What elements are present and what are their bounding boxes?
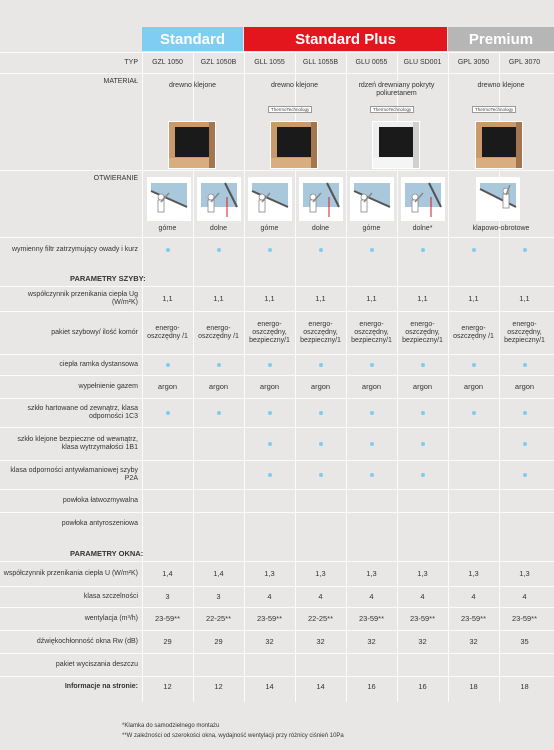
cell-dzwiek: 29 — [214, 636, 223, 646]
row-uw — [0, 561, 554, 585]
row-gaz — [0, 375, 554, 397]
cell-filtr — [244, 238, 295, 261]
column-header-model: GLU 0055 — [355, 58, 388, 66]
cell-uw: 1,3 — [417, 568, 428, 578]
header-standard: Standard — [142, 27, 243, 51]
cell-filtr — [193, 238, 244, 261]
cell-ramka — [448, 355, 499, 374]
row-klejone — [0, 427, 554, 459]
label-pakiet_deszcz: pakiet wyciszania deszczu — [55, 660, 138, 668]
cell-szczelnosc: 4 — [471, 591, 476, 601]
thermo-technology-logo-glu: ThermoTechnology — [370, 106, 414, 113]
label-dzwiek: dźwiękochłonność okna Rw (dB) — [36, 637, 138, 645]
checkmark-dot-icon — [421, 442, 425, 446]
cell-antyrosz — [193, 513, 244, 534]
opening-type-label: dolne — [209, 225, 228, 232]
label-hartowane: szkło hartowane od zewnątrz, klasa odporności 1C3 — [27, 404, 138, 420]
opening-type-label: górne — [362, 225, 381, 232]
footnote-2: **W zależności od szerokości okna, wydajność wentylacji przy różnicy ciśnień 10Pa — [122, 733, 344, 739]
checkmark-dot-icon — [166, 248, 170, 252]
cell-szczelnosc: 4 — [420, 591, 425, 601]
checkmark-dot-icon — [523, 411, 527, 415]
cell-dzwiek: 32 — [316, 636, 325, 646]
label-p2a: klasa odporności antywłamaniowej szyby P2A — [10, 466, 138, 482]
cell-pakiet: energo-oszczędny, bezpieczny/1 — [504, 320, 545, 344]
cell-info: 18 — [469, 681, 478, 691]
cell-ug: 1,1 — [213, 293, 224, 303]
cell-gaz: argon — [157, 381, 178, 391]
cell-uw: 1,3 — [468, 568, 479, 578]
thermo-technology-logo-premium: ThermoTechnology — [472, 106, 516, 113]
pivot-opening-icon — [476, 177, 520, 221]
cell-dzwiek: 35 — [520, 636, 529, 646]
checkmark-dot-icon — [319, 442, 323, 446]
cell-dzwiek: 32 — [367, 636, 376, 646]
cell-szczelnosc: 4 — [267, 591, 272, 601]
cell-klejone — [346, 428, 397, 459]
cell-wentylacja: 23-59** — [511, 613, 538, 623]
row-pakiet_deszcz — [0, 653, 554, 675]
cell-pakiet_deszcz — [295, 654, 346, 675]
cell-pakiet: energo-oszczędny, bezpieczny/1 — [402, 320, 443, 344]
cell-hartowane — [244, 399, 295, 426]
cell-p2a — [142, 461, 193, 488]
cell-klejone — [499, 428, 550, 459]
cell-ug: 1,1 — [162, 293, 173, 303]
label-gaz: wypełnienie gazem — [78, 382, 138, 390]
row-p2a — [0, 460, 554, 488]
bottom-handle-opening-icon — [299, 177, 343, 221]
cell-hartowane — [346, 399, 397, 426]
opening-type-label: klapowo-obrotowe — [472, 225, 530, 232]
cell-ramka — [499, 355, 550, 374]
cell-info: 18 — [520, 681, 529, 691]
row-filtr — [0, 237, 554, 261]
top-handle-opening-icon — [248, 177, 292, 221]
cell-gaz: argon — [208, 381, 229, 391]
section-title-glass-parameters: PARAMETRY SZYBY: — [70, 274, 146, 283]
top-handle-opening-icon — [147, 177, 191, 221]
checkmark-dot-icon — [523, 442, 527, 446]
checkmark-dot-icon — [421, 473, 425, 477]
cell-pakiet_deszcz — [142, 654, 193, 675]
cell-ramka — [397, 355, 448, 374]
cell-antyrosz — [448, 513, 499, 534]
label-szczelnosc: klasa szczelności — [83, 592, 138, 600]
checkmark-dot-icon — [472, 411, 476, 415]
section-title-window-parameters: PARAMETRY OKNA: — [70, 549, 144, 558]
label-klejone: szkło klejone bezpieczne od wewnątrz, klasa wytrzymałości 1B1 — [17, 435, 138, 451]
checkmark-dot-icon — [472, 363, 476, 367]
header-premium: Premium — [448, 27, 554, 51]
column-header-model: GZL 1050B — [200, 58, 237, 66]
cell-ramka — [193, 355, 244, 374]
column-header-model: GLL 1055B — [302, 58, 339, 66]
cell-hartowane — [142, 399, 193, 426]
checkmark-dot-icon — [421, 248, 425, 252]
cell-hartowane — [448, 399, 499, 426]
cell-klejone — [295, 428, 346, 459]
cell-ramka — [244, 355, 295, 374]
cell-wentylacja: 23-59** — [154, 613, 181, 623]
bottom-handle-opening-icon — [197, 177, 241, 221]
cell-filtr — [142, 238, 193, 261]
cell-zmywalna — [193, 490, 244, 511]
checkmark-dot-icon — [421, 411, 425, 415]
cell-klejone — [244, 428, 295, 459]
top-handle-opening-icon — [350, 177, 394, 221]
cell-uw: 1,3 — [264, 568, 275, 578]
cell-pakiet: energo-oszczędny /1 — [147, 324, 188, 340]
cell-ramka — [295, 355, 346, 374]
cell-dzwiek: 29 — [163, 636, 172, 646]
cell-uw: 1,3 — [315, 568, 326, 578]
cell-hartowane — [295, 399, 346, 426]
label-otwieranie: OTWIERANIE — [93, 175, 138, 182]
column-header-model: GPL 3070 — [508, 58, 541, 66]
checkmark-dot-icon — [370, 248, 374, 252]
header-standard-plus: Standard Plus — [244, 27, 447, 51]
cell-zmywalna — [142, 490, 193, 511]
checkmark-dot-icon — [268, 363, 272, 367]
cell-filtr — [448, 238, 499, 261]
cell-info: 16 — [367, 681, 376, 691]
cell-pakiet_deszcz — [193, 654, 244, 675]
checkmark-dot-icon — [319, 473, 323, 477]
window-image-gll — [270, 121, 318, 169]
row-ug — [0, 286, 554, 310]
cell-zmywalna — [448, 490, 499, 511]
cell-gaz: argon — [310, 381, 331, 391]
checkmark-dot-icon — [166, 363, 170, 367]
cell-dzwiek: 32 — [469, 636, 478, 646]
cell-pakiet: energo-oszczędny /1 — [198, 324, 239, 340]
label-ug: współczynnik przenikania ciepła Ug (W/m²K) — [27, 290, 138, 306]
cell-ramka — [142, 355, 193, 374]
cell-uw: 1,4 — [162, 568, 173, 578]
checkmark-dot-icon — [319, 248, 323, 252]
label-antyrosz: powłoka antyroszeniowa — [61, 519, 138, 527]
opening-type-label: górne — [260, 225, 279, 232]
cell-wentylacja: 23-59** — [460, 613, 487, 623]
cell-hartowane — [499, 399, 550, 426]
row-typ — [0, 52, 554, 72]
cell-ug: 1,1 — [366, 293, 377, 303]
checkmark-dot-icon — [421, 363, 425, 367]
cell-hartowane — [193, 399, 244, 426]
thermo-technology-logo-gll: ThermoTechnology — [268, 106, 312, 113]
checkmark-dot-icon — [370, 363, 374, 367]
material-plus_glu: rdzeń drewniany pokryty poliuretanem — [358, 82, 435, 97]
checkmark-dot-icon — [523, 248, 527, 252]
cell-antyrosz — [397, 513, 448, 534]
cell-szczelnosc: 4 — [369, 591, 374, 601]
checkmark-dot-icon — [217, 248, 221, 252]
checkmark-dot-icon — [268, 442, 272, 446]
cell-antyrosz — [346, 513, 397, 534]
cell-zmywalna — [397, 490, 448, 511]
row-zmywalna — [0, 489, 554, 511]
cell-antyrosz — [499, 513, 550, 534]
cell-filtr — [346, 238, 397, 261]
cell-info: 12 — [214, 681, 223, 691]
cell-pakiet: energo-oszczędny /1 — [453, 324, 494, 340]
cell-zmywalna — [499, 490, 550, 511]
checkmark-dot-icon — [217, 411, 221, 415]
material-plus_gll: drewno klejone — [270, 82, 319, 89]
cell-pakiet_deszcz — [499, 654, 550, 675]
cell-wentylacja: 23-59** — [409, 613, 436, 623]
cell-info: 12 — [163, 681, 172, 691]
checkmark-dot-icon — [523, 363, 527, 367]
footnote-1: *Klamka do samodzielnego montażu — [122, 723, 220, 729]
cell-filtr — [397, 238, 448, 261]
label-pakiet: pakiet szybowy/ ilość komór — [51, 328, 138, 336]
cell-p2a — [499, 461, 550, 488]
cell-ug: 1,1 — [264, 293, 275, 303]
row-wentylacja — [0, 607, 554, 629]
cell-p2a — [244, 461, 295, 488]
cell-gaz: argon — [412, 381, 433, 391]
cell-pakiet_deszcz — [397, 654, 448, 675]
label-material: MATERIAŁ — [103, 78, 138, 85]
cell-pakiet_deszcz — [346, 654, 397, 675]
cell-dzwiek: 32 — [418, 636, 427, 646]
cell-pakiet_deszcz — [244, 654, 295, 675]
cell-ramka — [346, 355, 397, 374]
cell-klejone — [193, 428, 244, 459]
opening-type-label: dolne — [311, 225, 330, 232]
label-wentylacja: wentylacja (m³/h) — [84, 614, 138, 622]
cell-p2a — [346, 461, 397, 488]
material-prem: drewno klejone — [477, 82, 525, 89]
checkmark-dot-icon — [319, 411, 323, 415]
cell-filtr — [295, 238, 346, 261]
cell-ug: 1,1 — [417, 293, 428, 303]
cell-info: 14 — [265, 681, 274, 691]
column-header-model: GLU SD001 — [403, 58, 442, 66]
label-filtr: wymienny filtr zatrzymujący owady i kurz — [11, 245, 138, 253]
cell-uw: 1,4 — [213, 568, 224, 578]
label-ramka: ciepła ramka dystansowa — [59, 360, 138, 368]
row-info — [0, 676, 554, 696]
checkmark-dot-icon — [268, 473, 272, 477]
cell-szczelnosc: 4 — [318, 591, 323, 601]
cell-pakiet_deszcz — [448, 654, 499, 675]
cell-antyrosz — [244, 513, 295, 534]
checkmark-dot-icon — [319, 363, 323, 367]
label-zmywalna: powłoka łatwozmywalna — [62, 496, 138, 504]
label-typ: TYP — [124, 58, 138, 66]
cell-zmywalna — [244, 490, 295, 511]
cell-klejone — [397, 428, 448, 459]
checkmark-dot-icon — [217, 363, 221, 367]
cell-wentylacja: 23-59** — [256, 613, 283, 623]
checkmark-dot-icon — [268, 248, 272, 252]
cell-pakiet: energo-oszczędny, bezpieczny/1 — [351, 320, 392, 344]
cell-pakiet: energo-oszczędny, bezpieczny/1 — [300, 320, 341, 344]
cell-dzwiek: 32 — [265, 636, 274, 646]
opening-type-label: dolne* — [412, 225, 433, 232]
cell-gaz: argon — [361, 381, 382, 391]
cell-szczelnosc: 4 — [522, 591, 527, 601]
material-std: drewno klejone — [168, 82, 217, 89]
label-uw: współczynnik przenikania ciepła U (W/m²K) — [3, 569, 138, 577]
cell-wentylacja: 23-59** — [358, 613, 385, 623]
cell-info: 16 — [418, 681, 427, 691]
cell-antyrosz — [295, 513, 346, 534]
cell-klejone — [142, 428, 193, 459]
checkmark-dot-icon — [523, 473, 527, 477]
row-szczelnosc — [0, 586, 554, 606]
checkmark-dot-icon — [370, 411, 374, 415]
checkmark-dot-icon — [370, 442, 374, 446]
column-header-model: GZL 1050 — [152, 58, 183, 66]
cell-szczelnosc: 3 — [165, 591, 170, 601]
cell-uw: 1,3 — [366, 568, 377, 578]
cell-wentylacja: 22-25** — [205, 613, 232, 623]
cell-hartowane — [397, 399, 448, 426]
cell-zmywalna — [295, 490, 346, 511]
cell-p2a — [295, 461, 346, 488]
bottom-handle-opening-icon — [401, 177, 445, 221]
row-antyrosz — [0, 512, 554, 534]
cell-gaz: argon — [259, 381, 280, 391]
cell-szczelnosc: 3 — [216, 591, 221, 601]
cell-filtr — [499, 238, 550, 261]
row-pakiet — [0, 311, 554, 353]
cell-uw: 1,3 — [519, 568, 530, 578]
column-header-model: GLL 1055 — [254, 58, 285, 66]
cell-antyrosz — [142, 513, 193, 534]
row-dzwiek — [0, 630, 554, 652]
opening-type-label: górne — [158, 225, 177, 232]
window-image-glu — [372, 121, 420, 169]
checkmark-dot-icon — [472, 248, 476, 252]
row-hartowane — [0, 398, 554, 426]
checkmark-dot-icon — [370, 473, 374, 477]
cell-ug: 1,1 — [519, 293, 530, 303]
cell-p2a — [397, 461, 448, 488]
cell-klejone — [448, 428, 499, 459]
cell-p2a — [448, 461, 499, 488]
checkmark-dot-icon — [268, 411, 272, 415]
cell-zmywalna — [346, 490, 397, 511]
row-ramka — [0, 354, 554, 374]
cell-info: 14 — [316, 681, 325, 691]
cell-gaz: argon — [463, 381, 484, 391]
cell-ug: 1,1 — [315, 293, 326, 303]
cell-p2a — [193, 461, 244, 488]
cell-ug: 1,1 — [468, 293, 479, 303]
label-info: Informacje na stronie: — [64, 682, 138, 690]
column-header-model: GPL 3050 — [457, 58, 490, 66]
window-image-premium — [475, 121, 523, 169]
cell-pakiet: energo-oszczędny, bezpieczny/1 — [249, 320, 290, 344]
window-image-standard — [168, 121, 216, 169]
cell-gaz: argon — [514, 381, 535, 391]
checkmark-dot-icon — [166, 411, 170, 415]
cell-wentylacja: 22-25** — [307, 613, 334, 623]
